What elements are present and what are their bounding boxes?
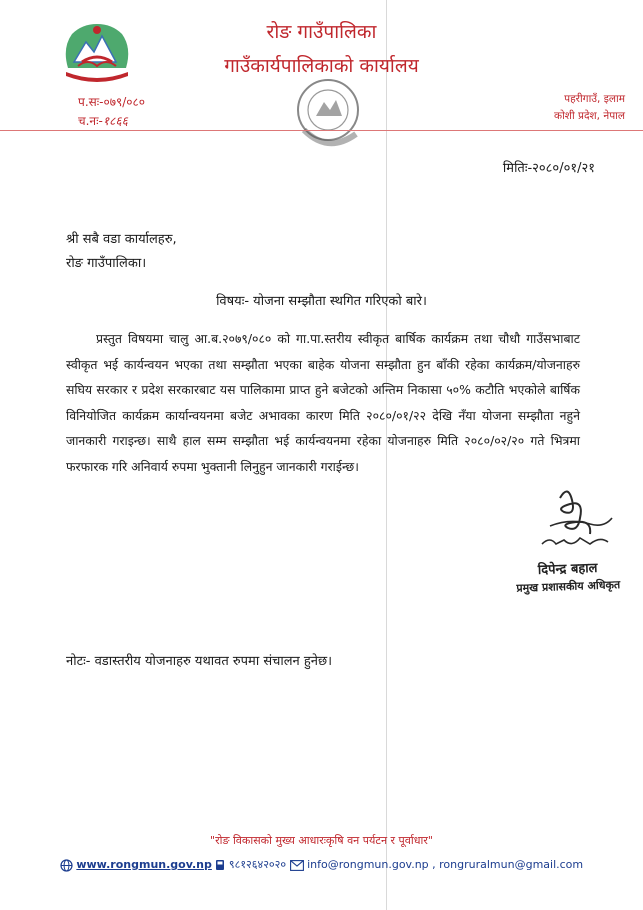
office-subtitle: गाउँकार्यपालिकाको कार्यालय [224,55,419,77]
reference-number: प.सः-०७९/०८० [78,95,145,109]
letter-date: मितिः-२०८०/०१/२१ [502,161,595,176]
signatory-stamp [504,555,631,603]
phone-number: ९८१२६४२०२० [228,858,287,871]
office-stamp-icon [290,72,370,162]
footer-contacts [0,857,643,872]
signatory-title: प्रमुख प्रशासकीय अधिकृत [516,578,621,595]
header-divider [0,130,643,131]
signature-icon [520,478,620,558]
dispatch-handwritten: १८६६ [102,114,128,128]
email-addresses[interactable]: info@rongmun.gov.np , rongruralmun@gmail.com [307,858,584,871]
address-line-1: पहरीगाउँ, इलाम [564,93,625,105]
letter-body: प्रस्तुत विषयमा चालु आ.ब.२०७९/०८० को गा.पा.स्तरीय स्वीकृत बार्षिक कार्यक्रम तथा चौधौ गाउँसभाबाट स्वीकृत भई कार्यन्वयन भएका तथा सम्झौता भएका बाहेक योजना सम्झौता हुन बाँकी रहेका कार्यक्रम/योजनाहरु सघिय सरकार र प्रदेश सरकारबाट यस पालिकामा प्राप्त हुने बजेटको अन्तिम निकासा ५०% कटौति भएकोले बार्षिक विनियोजित कार्यक्रम कार्यान्वयनमा बजेट अभावका कारण मिति २०८०/०१/२२ देखि नँया योजना सम्झौता नहुने जानकारी गराइन्छ। साथै हाल सम्म सम्झौता भई कार्यन्वयनमा रहेका योजनाहरु मिति २०८०/०२/२० गते भित्रमा फरफारक गरि अनिवार्य रुपमा भुक्तानी लिनुहुन जानकारी गराईन्छ। [66,331,580,474]
office-name: रोङ गाउँपालिका [266,21,377,43]
dispatch-label: च.नः- [78,114,103,128]
dispatch-number [78,112,128,129]
letter-subject: विषयः- योजना सम्झौता स्थगित गरिएको बारे। [216,294,427,309]
phone-icon [215,859,225,871]
footer-motto: "रोङ विकासको मुख्य आधारःकृषि वन पर्यटन र पूर्वाधार" [210,834,433,847]
address-line-2: कोशी प्रदेश, नेपाल [554,110,625,122]
mail-icon [290,860,304,871]
globe-icon [60,859,73,872]
website-link[interactable]: www.rongmun.gov.np [76,858,212,871]
recipient-line-1: श्री सबै वडा कार्यालहरु, [66,232,177,247]
signatory-name: दिपेन्द्र बहाल [537,560,598,579]
recipient-line-2: रोङ गाउँपालिका। [66,256,147,271]
letter-note: नोटः- वडास्तरीय योजनाहरु यथावत रुपमा संचालन हुनेछ। [66,654,333,669]
